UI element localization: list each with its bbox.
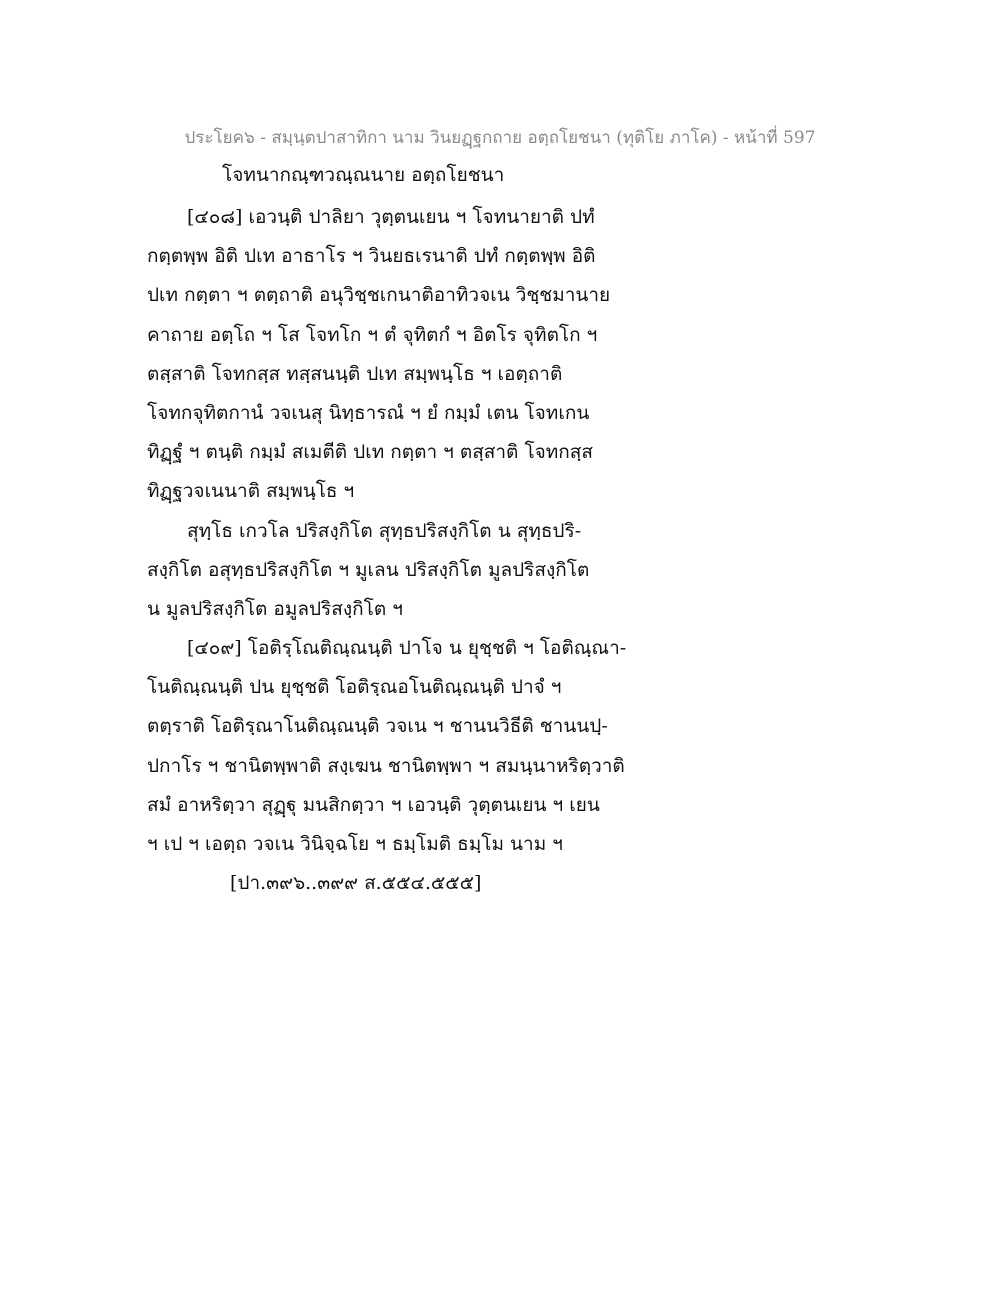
paragraph-line: ฯ เป ฯ เอตฺถ วจเน วินิจฺฉโย ฯ ธมฺโมติ ธมฺโม นาม ฯ [147, 833, 563, 855]
paragraph-line: น มูลปริสงฺกิโต อมูลปริสงฺกิโต ฯ [147, 597, 403, 620]
paragraph-line: ปกาโร ฯ ชานิตพฺพาติ สงฺเฆน ชานิตพฺพา ฯ สมนฺนาหริตฺวาติ [147, 754, 625, 777]
section-title: โจทนากณฺฑวณฺณนาย อตฺถโยชนา [222, 164, 505, 186]
paragraph-line: ทิฏฺฐวจเนนาติ สมฺพนฺโธ ฯ [147, 480, 355, 503]
paragraph-line: สมํ อาหริตฺวา สุฏฺฐุ มนสิกตฺวา ฯ เอวนฺติ วุตฺตนเยน ฯ เยน [147, 793, 600, 816]
paragraph-line: ทิฏฺฐํ ฯ ตนฺติ กมฺมํ สเมตีติ ปเท กตฺตา ฯ ตสฺสาติ โจทกสฺส [147, 441, 593, 464]
paragraph-line: คาถาย อตฺโถ ฯ โส โจทโก ฯ ตํ จุทิตกํ ฯ อิตโร จุทิตโก ฯ [147, 323, 598, 346]
paragraph-line: สุทฺโธ เกวโล ปริสงฺกิโต สุทฺธปริสงฺกิโต น สุทฺธปริ- [187, 519, 582, 542]
paragraph-line: ตสฺสาติ โจทกสฺส ทสฺสนนฺติ ปเท สมฺพนฺโธ ฯ เอตฺถาติ [147, 362, 563, 385]
body-text [147, 198, 627, 903]
paragraph-line: [๔๐๙] โอติรฺโณติณฺณนฺติ ปาโจ น ยุชฺชติ ฯ โอติณฺณา- [187, 637, 627, 660]
paragraph-line: ตตฺราติ โอติรฺณาโนติณฺณนฺติ วจเน ฯ ชานนวิธีติ ชานนปฺ- [147, 715, 608, 738]
paragraph-line: [๔๐๘] เอวนฺติ ปาลิยา วุตฺตนเยน ฯ โจทนายาติ ปทํ [187, 206, 595, 228]
paragraph-line: ปเท กตฺตา ฯ ตตฺถาติ อนุวิชฺชเกนาติอาทิวจเน วิชฺชมานาย [147, 284, 611, 307]
paragraph-line: โนติณฺณนฺติ ปน ยุชฺชติ โอติรฺณอโนติณฺณนฺติ ปาจํ ฯ [147, 676, 562, 699]
reference-line: [ปา.๓๙๖..๓๙๙ ส.๕๕๔.๕๕๕] [230, 872, 482, 895]
paragraph-line: สงฺกิโต อสุทฺธปริสงฺกิโต ฯ มูเลน ปริสงฺกิโต มูลปริสงฺกิโต [147, 558, 590, 581]
paragraph-line: โจทกจุทิตกานํ วจเนสุ นิทฺธารณํ ฯ ยํ กมฺมํ เตน โจทเกน [147, 401, 590, 424]
paragraph-line: กตฺตพฺพ อิติ ปเท อาธาโร ฯ วินยธเรนาติ ปทํ กตฺตพฺพ อิติ [147, 245, 596, 268]
running-header: ประโยค๖ - สมฺนฺตปาสาทิกา นาม วินยฏฺฐกถาย อตฺถโยชนา (ทุติโย ภาโค) - หน้าที่ 597 [184, 128, 816, 148]
